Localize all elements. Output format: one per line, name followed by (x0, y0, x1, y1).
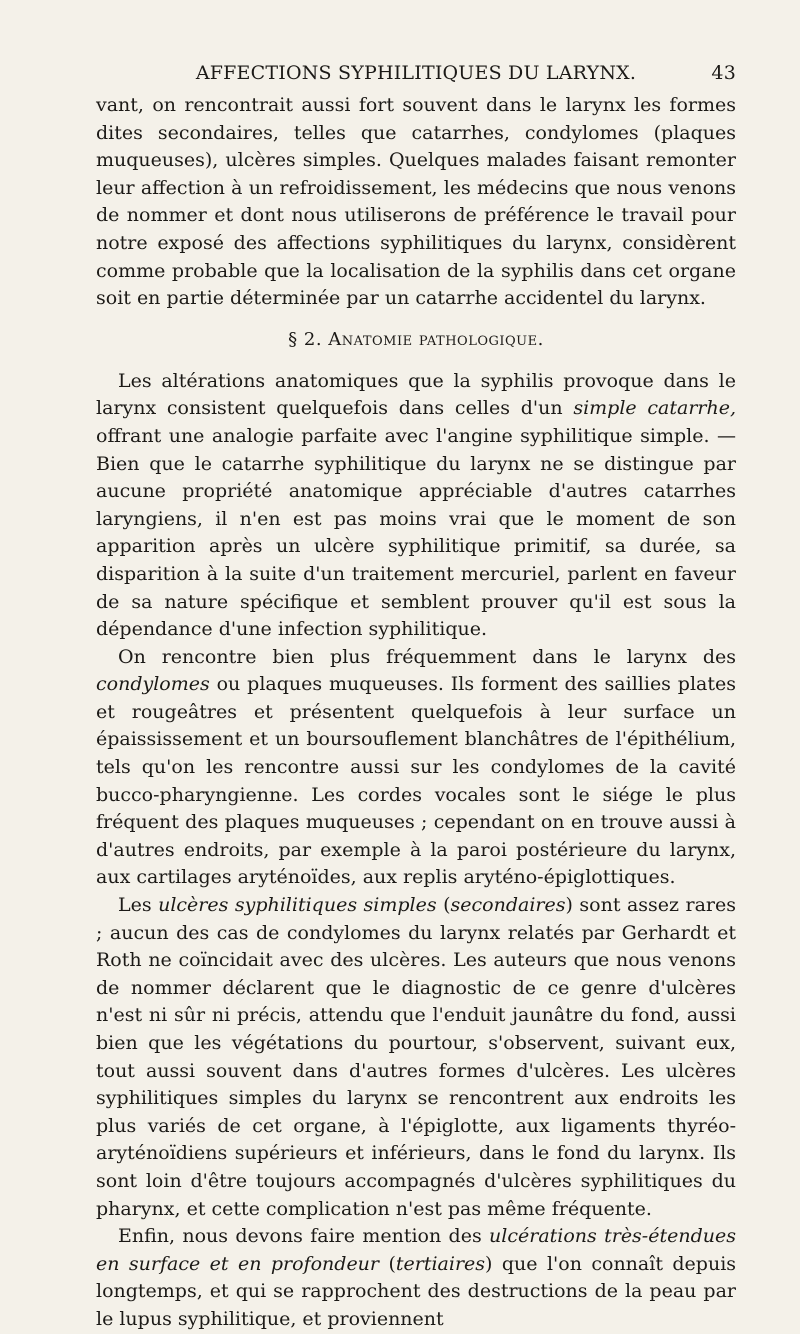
paragraph-text: ou plaques muqueuses. Ils forment des saillies plates et rougeâtres et présentent quelquefois à leur surface un épaississement et un boursouflement blanchâtres de l'épithélium, tels qu'on les rencontre aussi sur les condylomes de la cavité bucco-pharyngienne. Les cordes vocales sont le siége le plus fréquent des plaques muqueuses ; cependant on en trouve aussi à d'autres endroits, par exemple à la paroi postérieure du larynx, aux cartilages aryténoïdes, aux replis aryténo-épiglottiques. (96, 673, 736, 889)
paragraph-condylomes (96, 644, 736, 892)
paragraph-text: ) que l'on connaît depuis longtemps, et qui se rapprochent des destructions de la peau par le lupus syphilitique, et proviennent (96, 1252, 737, 1330)
paragraph-text: Les altérations anatomiques que la syphilis provoque dans le larynx consistent quelquefois dans celles d'un (96, 369, 736, 420)
paragraph-continuation (96, 92, 736, 313)
emphasis-term: ulcérations très-étendues en surface et en profondeur (96, 1225, 736, 1275)
paragraph-ulcerations-tertiaires (96, 1223, 736, 1333)
section-heading (96, 329, 736, 350)
emphasis-term: tertiaires (395, 1252, 486, 1275)
section-title: Anatomie pathologique. (328, 328, 544, 350)
emphasis-term: secondaires (450, 894, 566, 917)
paragraph-text: Les (118, 894, 159, 917)
paragraph-text: On rencontre bien plus fréquemment dans le larynx des (118, 645, 736, 668)
emphasis-term: simple catarrhe, (573, 397, 736, 420)
paragraph-catarrhe (96, 368, 736, 644)
page-number: 43 (711, 62, 736, 84)
section-number: § 2. (288, 328, 323, 350)
running-header (96, 62, 736, 92)
paragraph-text: ( (436, 894, 451, 917)
paragraph-text: offrant une analogie parfaite avec l'angine syphilitique simple. — Bien que le catarrhe syphilitique du larynx ne se distingue par aucune propriété anatomique appréciable d'autres catarrhes laryngiens, il n'en est pas moins vrai que le moment de son apparition après un ulcère syphilitique primitif, sa durée, sa disparition à la suite d'un traitement mercuriel, parlent en faveur de sa nature spécifique et semblent prouver qu'il est sous la dépendance d'une infection syphilitique. (96, 424, 736, 641)
book-page (96, 62, 736, 1334)
emphasis-term: condylomes (96, 673, 210, 696)
paragraph-ulceres-simples (96, 892, 736, 1223)
running-title: AFFECTIONS SYPHILITIQUES DU LARYNX. (195, 62, 637, 84)
emphasis-term: ulcères syphilitiques simples (158, 894, 437, 917)
paragraph-text: ) sont assez rares ; aucun des cas de condylomes du larynx relatés par Gerhardt et Roth ne coïncidait avec des ulcères. Les auteurs que nous venons de nommer déclarent que le diagnostic de ce genre d'ulcères n'est ni sûr ni précis, attendu que l'enduit jaunâtre du fond, aussi bien que les végétations du pourtour, s'observent, suivant eux, tout aussi souvent dans d'autres formes d'ulcères. Les ulcères syphilitiques simples du larynx se rencontrent aux endroits les plus variés de cet organe, à l'épiglotte, aux ligaments thyréo-aryténoïdiens supérieurs et inférieurs, dans le fond du larynx. Ils sont loin d'être toujours accompagnés d'ulcères syphilitiques du pharynx, et cette complication n'est pas même fréquente. (96, 894, 737, 1220)
paragraph-text: Enfin, nous devons faire mention des (118, 1225, 490, 1248)
paragraph-text: vant, on rencontrait aussi fort souvent dans le larynx les formes dites secondaires, telles que catarrhes, condylomes (plaques muqueuses), ulcères simples. Quelques malades faisant remonter leur affection à un refroidissement, les médecins que nous venons de nommer et dont nous utiliserons de préférence le travail pour notre exposé des affections syphilitiques du larynx, considèrent comme probable que la localisation de la syphilis dans cet organe soit en partie déterminée par un catarrhe accidentel du larynx. (96, 94, 736, 310)
paragraph-text: ( (379, 1252, 396, 1275)
